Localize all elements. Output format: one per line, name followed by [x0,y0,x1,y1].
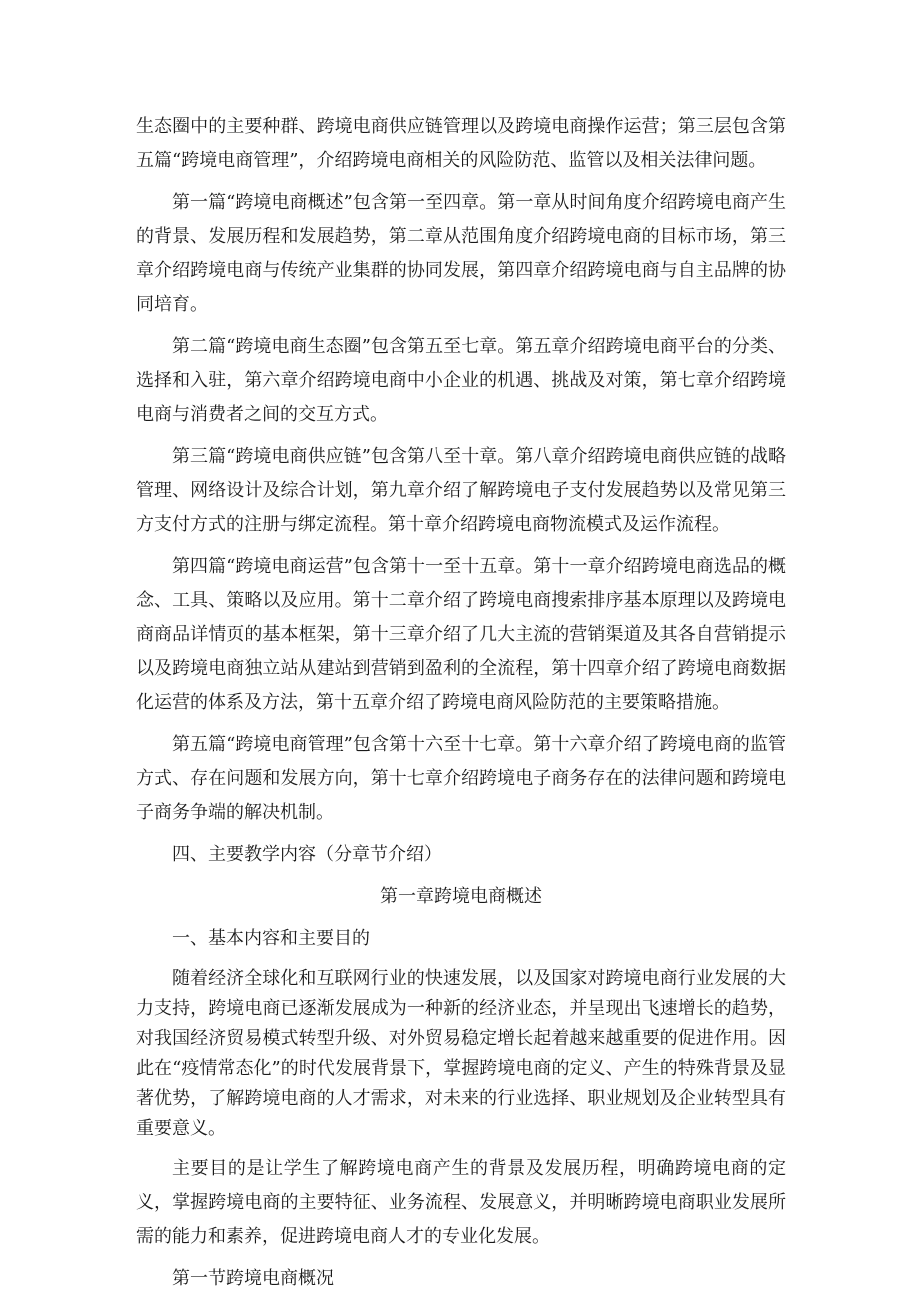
paragraph-part-four: 第四篇“跨境电商运营”包含第十一至十五章。第十一章介绍跨境电商选品的概念、工具、策略以及应用。第十二章介绍了跨境电商搜索排序基本原理以及跨境电商商品详情页的基本框架，第十三章介绍了几大主流的营销渠道及其各自营销提示以及跨境电商独立站从建站到营销到盈利的全流程，第十四章介绍了跨境电商数据化运营的体系及方法，第十五章介绍了跨境电商风险防范的主要策略措施。 [136,556,786,713]
chapter-title: 第一章跨境电商概述 [380,886,542,907]
section-heading-teaching-content: 四、主要教学内容（分章节介绍） [172,844,442,865]
paragraph-continuation: 生态圈中的主要种群、跨境电商供应链管理以及跨境电商操作运营；第三层包含第五篇“跨境电商管理”，介绍跨境电商相关的风险防范、监管以及相关法律问题。 [136,116,786,171]
section-heading-first-section: 第一节跨境电商概况 [172,1268,334,1289]
paragraph-main-purpose: 主要目的是让学生了解跨境电商产生的背景及发展历程，明确跨境电商的定义，掌握跨境电商的主要特征、业务流程、发展意义，并明晰跨境电商职业发展所需的能力和素养，促进跨境电商人才的专业化发展。 [136,1158,786,1247]
subsection-heading-content-purpose: 一、基本内容和主要目的 [172,928,370,949]
paragraph-background: 随着经济全球化和互联网行业的快速发展，以及国家对跨境电商行业发展的大力支持，跨境电商已逐渐发展成为一种新的经济业态，并呈现出飞速增长的趋势，对我国经济贸易模式转型升级、对外贸易稳定增长起着越来越重要的促进作用。因此在“疫情常态化”的时代发展背景下，掌握跨境电商的定义、产生的特殊背景及显著优势，了解跨境电商的人才需求，对未来的行业选择、职业规划及企业转型具有重要意义。 [136,968,786,1139]
paragraph-part-one: 第一篇“跨境电商概述”包含第一至四章。第一章从时间角度介绍跨境电商产生的背景、发展历程和发展趋势，第二章从范围角度介绍跨境电商的目标市场，第三章介绍跨境电商与传统产业集群的协同发展，第四章介绍跨境电商与自主品牌的协同培育。 [136,192,786,315]
paragraph-part-three: 第三篇“跨境电商供应链”包含第八至十章。第八章介绍跨境电商供应链的战略管理、网络设计及综合计划，第九章介绍了解跨境电子支付发展趋势以及常见第三方支付方式的注册与绑定流程。第十章介绍跨境电商物流模式及运作流程。 [136,446,786,535]
paragraph-part-five: 第五篇“跨境电商管理”包含第十六至十七章。第十六章介绍了跨境电商的监管方式、存在问题和发展方向，第十七章介绍跨境电子商务存在的法律问题和跨境电子商务争端的解决机制。 [136,734,786,823]
document-body [136,110,786,1304]
paragraph-part-two: 第二篇“跨境电商生态圈”包含第五至七章。第五章介绍跨境电商平台的分类、选择和入驻，第六章介绍跨境电商中小企业的机遇、挑战及对策，第七章介绍跨境电商与消费者之间的交互方式。 [136,336,786,425]
